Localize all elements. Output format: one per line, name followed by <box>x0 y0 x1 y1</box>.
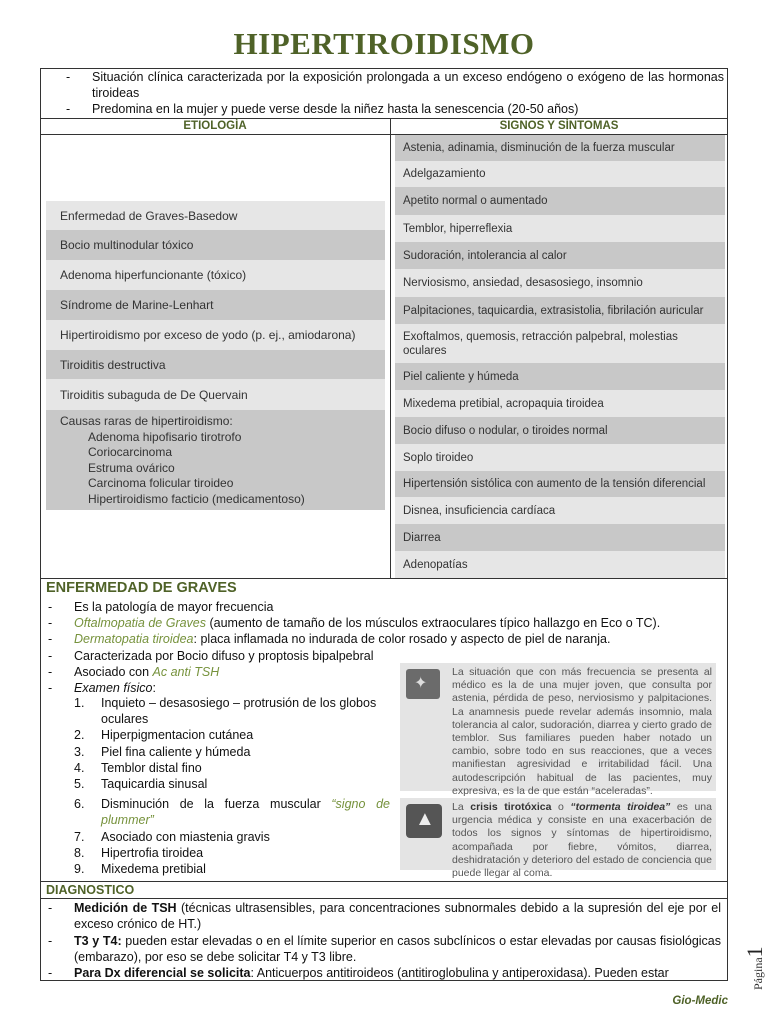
page-label: Página <box>751 957 765 990</box>
graves-item-text: Asociado con <box>74 664 153 679</box>
divider <box>40 881 728 882</box>
exam-item-text: Asociado con miastenia gravis <box>101 829 270 844</box>
sign-row: Nerviosismo, ansiedad, desasosiego, insomnio <box>395 269 725 297</box>
diagnostico-item <box>48 965 721 981</box>
sign-row: Diarrea <box>395 524 725 551</box>
signs-table <box>395 135 725 578</box>
exam-item: 8. Hipertrofia tiroidea <box>74 845 204 860</box>
warning-icon: ▲ <box>406 804 442 838</box>
graves-item-text: (aumento de tamaño de los músculos extraoculares típico hallazgo en Eco o TC). <box>206 616 661 631</box>
divider <box>40 578 728 579</box>
divider <box>40 118 728 119</box>
clinical-note-box <box>400 663 716 797</box>
warning-text: es una urgencia médica y consiste en una exacerbación de todos los signos y síntomas de hipertiroidismo, acompañada por fiebre, vómitos, diarrea, deshidratación y deterioro del estado de conciencia que puede llegar al coma. <box>452 801 712 880</box>
rare-causes-heading: Causas raras de hipertiroidismo: <box>60 414 233 428</box>
rare-cause-item: Coriocarcinoma <box>88 445 173 460</box>
warning-note-box <box>400 798 716 880</box>
etiology-row: Enfermedad de Graves-Basedow <box>46 201 385 230</box>
sign-row: Palpitaciones, taquicardia, extrasistolia, fibrilación auricular <box>395 297 725 324</box>
graves-term: Oftalmopatia de Graves <box>74 616 207 631</box>
diag-term: Medición de TSH <box>74 901 177 915</box>
divider <box>40 898 728 899</box>
rare-cause-item: Estruma ovárico <box>88 460 175 475</box>
graves-item-text: Caracterizada por Bocio difuso y proptosis bipalpebral <box>74 648 374 663</box>
physical-exam-list <box>74 695 390 877</box>
graves-item-colon: : <box>152 681 156 696</box>
page-title: HIPERTIROIDISMO <box>233 26 535 61</box>
exam-item-text: Temblor distal fino <box>101 760 202 775</box>
exam-item-text: Taquicardia sinusal <box>101 777 208 792</box>
warning-text: La <box>452 801 471 813</box>
warning-note-text <box>452 801 712 880</box>
etiology-row: Bocio multinodular tóxico <box>46 230 385 260</box>
exam-item: 6. Disminución de la fuerza muscular “signo de plummer” <box>74 797 390 828</box>
graves-item-text: Es la patología de mayor frecuencia <box>74 600 274 614</box>
graves-term: Ac anti TSH <box>152 664 220 679</box>
sign-row: Sudoración, intolerancia al calor <box>395 242 725 269</box>
graves-item-text: Examen físico <box>74 681 153 696</box>
exam-item-text: Mixedema pretibial <box>101 862 206 877</box>
intro-item: - Predomina en la mujer y puede verse desde la niñez hasta la senescencia (20-50 años) <box>66 101 724 117</box>
graves-item <box>48 615 693 631</box>
etiology-header: ETIOLOGÍA <box>183 120 247 132</box>
footer-brand: Gio-Medic <box>672 995 728 1007</box>
graves-term: “signo de plummer” <box>101 797 390 828</box>
sign-row: Bocio difuso o nodular, o tiroides normal <box>395 417 725 444</box>
world-icon: ✦ <box>406 669 440 699</box>
sign-row: Mixedema pretibial, acropaquia tiroidea <box>395 390 725 417</box>
sign-row: Temblor, hiperreflexia <box>395 215 725 242</box>
exam-item-text: Disminución de la fuerza muscular <box>101 797 332 812</box>
exam-item-text: Hipertrofia tiroidea <box>101 845 204 860</box>
sign-row: Adelgazamiento <box>395 161 725 187</box>
diag-term: T3 y T4: <box>74 933 122 948</box>
rare-cause-item: Hipertiroidismo facticio (medicamentoso) <box>88 491 305 506</box>
rare-cause-item: Adenoma hipofisario tirotrofo <box>88 429 242 444</box>
graves-item <box>48 599 693 615</box>
graves-term: Dermatopatia tiroidea <box>74 632 194 647</box>
etiology-row: Tiroiditis subaguda de De Quervain <box>46 379 385 410</box>
etiology-row: Síndrome de Marine-Lenhart <box>46 290 385 320</box>
diagnostico-item <box>48 900 721 933</box>
intro-item: - Situación clínica caracterizada por la exposición prolongada a un exceso endógeno o exógeno de las hormonas tiroideas <box>66 69 724 101</box>
exam-item: 2. Hiperpigmentacion cutánea <box>74 728 254 743</box>
sign-row: Piel caliente y húmeda <box>395 363 725 390</box>
sign-row: Hipertensión sistólica con aumento de la tensión diferencial <box>395 471 725 497</box>
column-divider <box>390 118 391 578</box>
rare-cause-item: Carcinoma folicular tiroideo <box>88 476 234 491</box>
exam-item-text: Inquieto – desasosiego – protrusión de los globos oculares <box>101 696 377 727</box>
diag-text: : Anticuerpos antitiroideos (antitiroglobulina y antiperoxidasa). Pueden estar <box>250 966 669 981</box>
intro-list <box>66 69 724 117</box>
exam-item: 7. Asociado con miastenia gravis <box>74 829 270 844</box>
exam-item: 5. Taquicardia sinusal <box>74 777 208 792</box>
graves-item <box>48 648 693 664</box>
exam-item: 4. Temblor distal fino <box>74 760 202 775</box>
sign-row: Soplo tiroideo <box>395 444 725 471</box>
exam-item-text: Piel fina caliente y húmeda <box>101 744 251 759</box>
diag-text: (técnicas ultrasensibles, para concentraciones subnormales debido a la supresión del eje por el exceso crónico de HT.) <box>74 901 721 932</box>
clinical-note-text: La situación que con más frecuencia se presenta al médico es la de una mujer joven, que consulta por astenia, pérdida de peso, nerviosismo y palpitaciones. La anamnesis puede revelar además insomnio, mala tolerancia al calor, sudoración, diarrea y cierto grado de temblor. Sus familiares pueden haber notado un cambio, sobre todo en sus reacciones, que a veces manifiestan agresividad e irritabilidad fácil. Una autodescripción habitual de las pacientes, muy expresiva, es la de que están “aceleradas”. <box>452 666 712 797</box>
exam-item: 1. Inquieto – desasosiego – protrusión de los globos oculares <box>74 695 390 727</box>
exam-item-text: Hiperpigmentacion cutánea <box>101 728 254 743</box>
graves-item <box>48 631 693 647</box>
graves-item-text: : placa inflamada no indurada de color rosado y aspecto de piel de naranja. <box>193 632 611 647</box>
etiology-row: Tiroiditis destructiva <box>46 350 385 379</box>
signs-header: SIGNOS Y SÍNTOMAS <box>499 120 619 132</box>
sign-row: Adenopatías <box>395 551 725 578</box>
sign-row: Astenia, adinamia, disminución de la fuerza muscular <box>395 135 725 161</box>
diagnostico-item <box>48 933 721 966</box>
sign-row: Exoftalmos, quemosis, retracción palpebral, molestias oculares <box>395 324 725 363</box>
exam-item: 3. Piel fina caliente y húmeda <box>74 744 251 759</box>
diagnostico-list <box>48 900 721 981</box>
sign-row: Disnea, insuficiencia cardíaca <box>395 497 725 524</box>
page-number <box>742 946 768 990</box>
etiology-table <box>46 201 385 510</box>
graves-heading: ENFERMEDAD DE GRAVES <box>46 580 237 596</box>
diag-text: pueden estar elevadas o en el límite superior en casos subclínicos o estar elevadas por causas fisiológicas (embarazo), por eso se debe solicitar T4 y T3 libre. <box>74 933 721 964</box>
warning-term: crisis tirotóxica <box>470 801 552 813</box>
rare-causes <box>46 410 385 510</box>
page-number-value: 1 <box>742 946 767 958</box>
diag-term: Para Dx diferencial se solicita <box>74 966 251 981</box>
diagnostico-heading: DIAGNOSTICO <box>46 883 135 897</box>
warning-text: o <box>551 801 571 813</box>
sign-row: Apetito normal o aumentado <box>395 187 725 215</box>
exam-item: 9. Mixedema pretibial <box>74 862 206 877</box>
etiology-row: Hipertiroidismo por exceso de yodo (p. ej., amiodarona) <box>46 320 385 350</box>
etiology-row: Adenoma hiperfuncionante (tóxico) <box>46 260 385 290</box>
warning-term: “tormenta tiroidea” <box>570 801 671 813</box>
